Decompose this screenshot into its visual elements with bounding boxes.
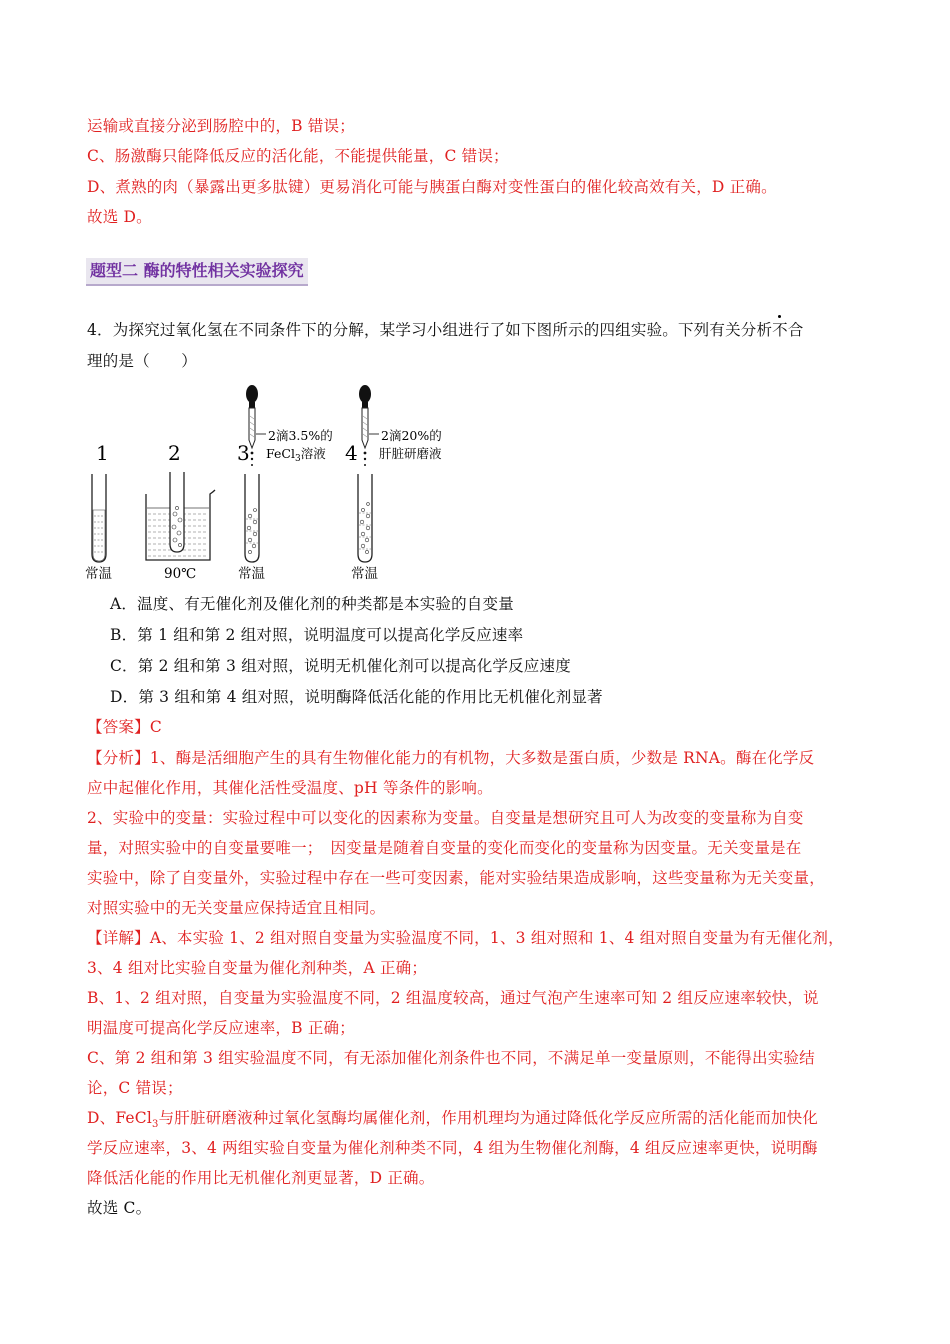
option-b: B．第 1 组和第 2 组对照，说明温度可以提高化学反应速率 — [110, 626, 524, 644]
prev-line-3: D、煮熟的肉（暴露出更多肽键）更易消化可能与胰蛋白酶对变性蛋白的催化较高效有关，D 正确。 — [87, 178, 777, 196]
detail-line-3: B、1、2 组对照，自变量为实验温度不同，2 组温度较高，通过气泡产生速率可知 2 组反应速率较快，说 — [87, 989, 819, 1007]
detail-line-1: 【详解】A、本实验 1、2 组对照自变量为实验温度不同，1、3 组对照和 1、4 组对照自变量为有无催化剂， — [87, 929, 844, 947]
question-stem-part1: 4．为探究过氧化氢在不同条件下的分解，某学习小组进行了如下图所示的四组实验。下列有关分析 — [87, 321, 773, 339]
label-tube-1: 常温 — [85, 566, 112, 582]
analysis-line-3: 2、实验中的变量：实验过程中可以变化的因素称为变量。自变量是想研究且可人为改变的变量称为自变 — [87, 809, 804, 827]
prev-line-4: 故选 D。 — [87, 208, 152, 226]
option-a: A．温度、有无催化剂及催化剂的种类都是本实验的自变量 — [110, 595, 514, 613]
detail-line-7: D、FeCl$_3$与肝脏研磨液种过氧化氢酶均属催化剂，作用机理均为通过降低化学反应所需的活化能而加快化 — [87, 1109, 818, 1131]
emphasis-char: 不 — [772, 321, 788, 339]
label-tube-2: 90℃ — [164, 566, 197, 582]
section-title: 题型二 酶的特性相关实验探究 — [86, 258, 308, 286]
question-stem-line-2: 理的是（ ） — [87, 352, 197, 370]
detail-line-2: 3、4 组对比实验自变量为催化剂种类，A 正确； — [87, 959, 428, 977]
label-tube-4: 常温 — [351, 566, 378, 582]
question-stem-part2: 合 — [787, 321, 804, 339]
analysis-label: 【分析】 — [87, 749, 150, 767]
tube-number-3: 3 — [237, 441, 250, 465]
answer-label: 【答案】 — [87, 718, 150, 736]
option-c: C．第 2 组和第 3 组对照，说明无机催化剂可以提高化学反应速度 — [110, 657, 571, 675]
answer-value: C — [149, 718, 162, 736]
detail-line-4: 明温度可提高化学反应速率，B 正确； — [87, 1019, 355, 1037]
detail-line-9: 降低活化能的作用比无机催化剂更显著，D 正确。 — [87, 1169, 435, 1187]
analysis-line-6: 对照实验中的无关变量应保持适宜且相同。 — [87, 899, 386, 917]
analysis-line-1: 【分析】1、酶是活细胞产生的具有生物催化能力的有机物，大多数是蛋白质，少数是 RNA。酶在化学反 — [87, 749, 815, 767]
test-tube-1 — [92, 474, 106, 562]
analysis-line-5: 实验中，除了自变量外，实验过程中存在一些可变因素，能对实验结果造成影响，这些变量称为无关变量， — [87, 869, 825, 887]
detail-line-6: 论，C 错误； — [87, 1079, 183, 1097]
question-stem-line-1 — [87, 320, 804, 340]
beaker-with-tube-2 — [146, 472, 215, 560]
tube-number-2: 2 — [168, 441, 181, 465]
detail-label: 【详解】 — [87, 929, 150, 947]
reagent-4-line-1: 2滴20%的 — [381, 428, 442, 443]
prev-line-2: C、肠激酶只能降低反应的活化能，不能提供能量，C 错误； — [87, 147, 509, 165]
conclusion: 故选 C。 — [87, 1199, 152, 1217]
test-tube-3 — [245, 474, 259, 562]
dropper-4 — [359, 385, 371, 466]
reagent-3-line-1: 2滴3.5%的 — [268, 428, 333, 443]
detail-line-5: C、第 2 组和第 3 组实验温度不同，有无添加催化剂条件也不同，不满足单一变量原则，不能得出实验结 — [87, 1049, 815, 1067]
reagent-3-line-2: FeCl$_3$溶液 — [266, 446, 326, 464]
option-d: D．第 3 组和第 4 组对照，说明酶降低活化能的作用比无机催化剂显著 — [110, 688, 603, 706]
tube-number-4: 4 — [345, 441, 358, 465]
answer-line — [87, 717, 162, 737]
detail-line-8: 学反应速率，3、4 两组实验自变量为催化剂种类不同，4 组为生物催化剂酶，4 组反应速率更快，说明酶 — [87, 1139, 818, 1157]
analysis-line-4: 量，对照实验中的自变量要唯一； 因变量是随着自变量的变化而变化的变量称为因变量。无关变量是在 — [87, 839, 802, 857]
prev-line-1: 运输或直接分泌到肠腔中的，B 错误； — [87, 117, 355, 135]
label-tube-3: 常温 — [238, 566, 265, 582]
reagent-4-line-2: 肝脏研磨液 — [379, 446, 442, 461]
test-tube-4 — [358, 474, 372, 562]
tube-number-1: 1 — [96, 441, 109, 465]
analysis-line-2: 应中起催化作用，其催化活性受温度、pH 等条件的影响。 — [87, 779, 493, 797]
experiment-figure — [80, 382, 480, 587]
